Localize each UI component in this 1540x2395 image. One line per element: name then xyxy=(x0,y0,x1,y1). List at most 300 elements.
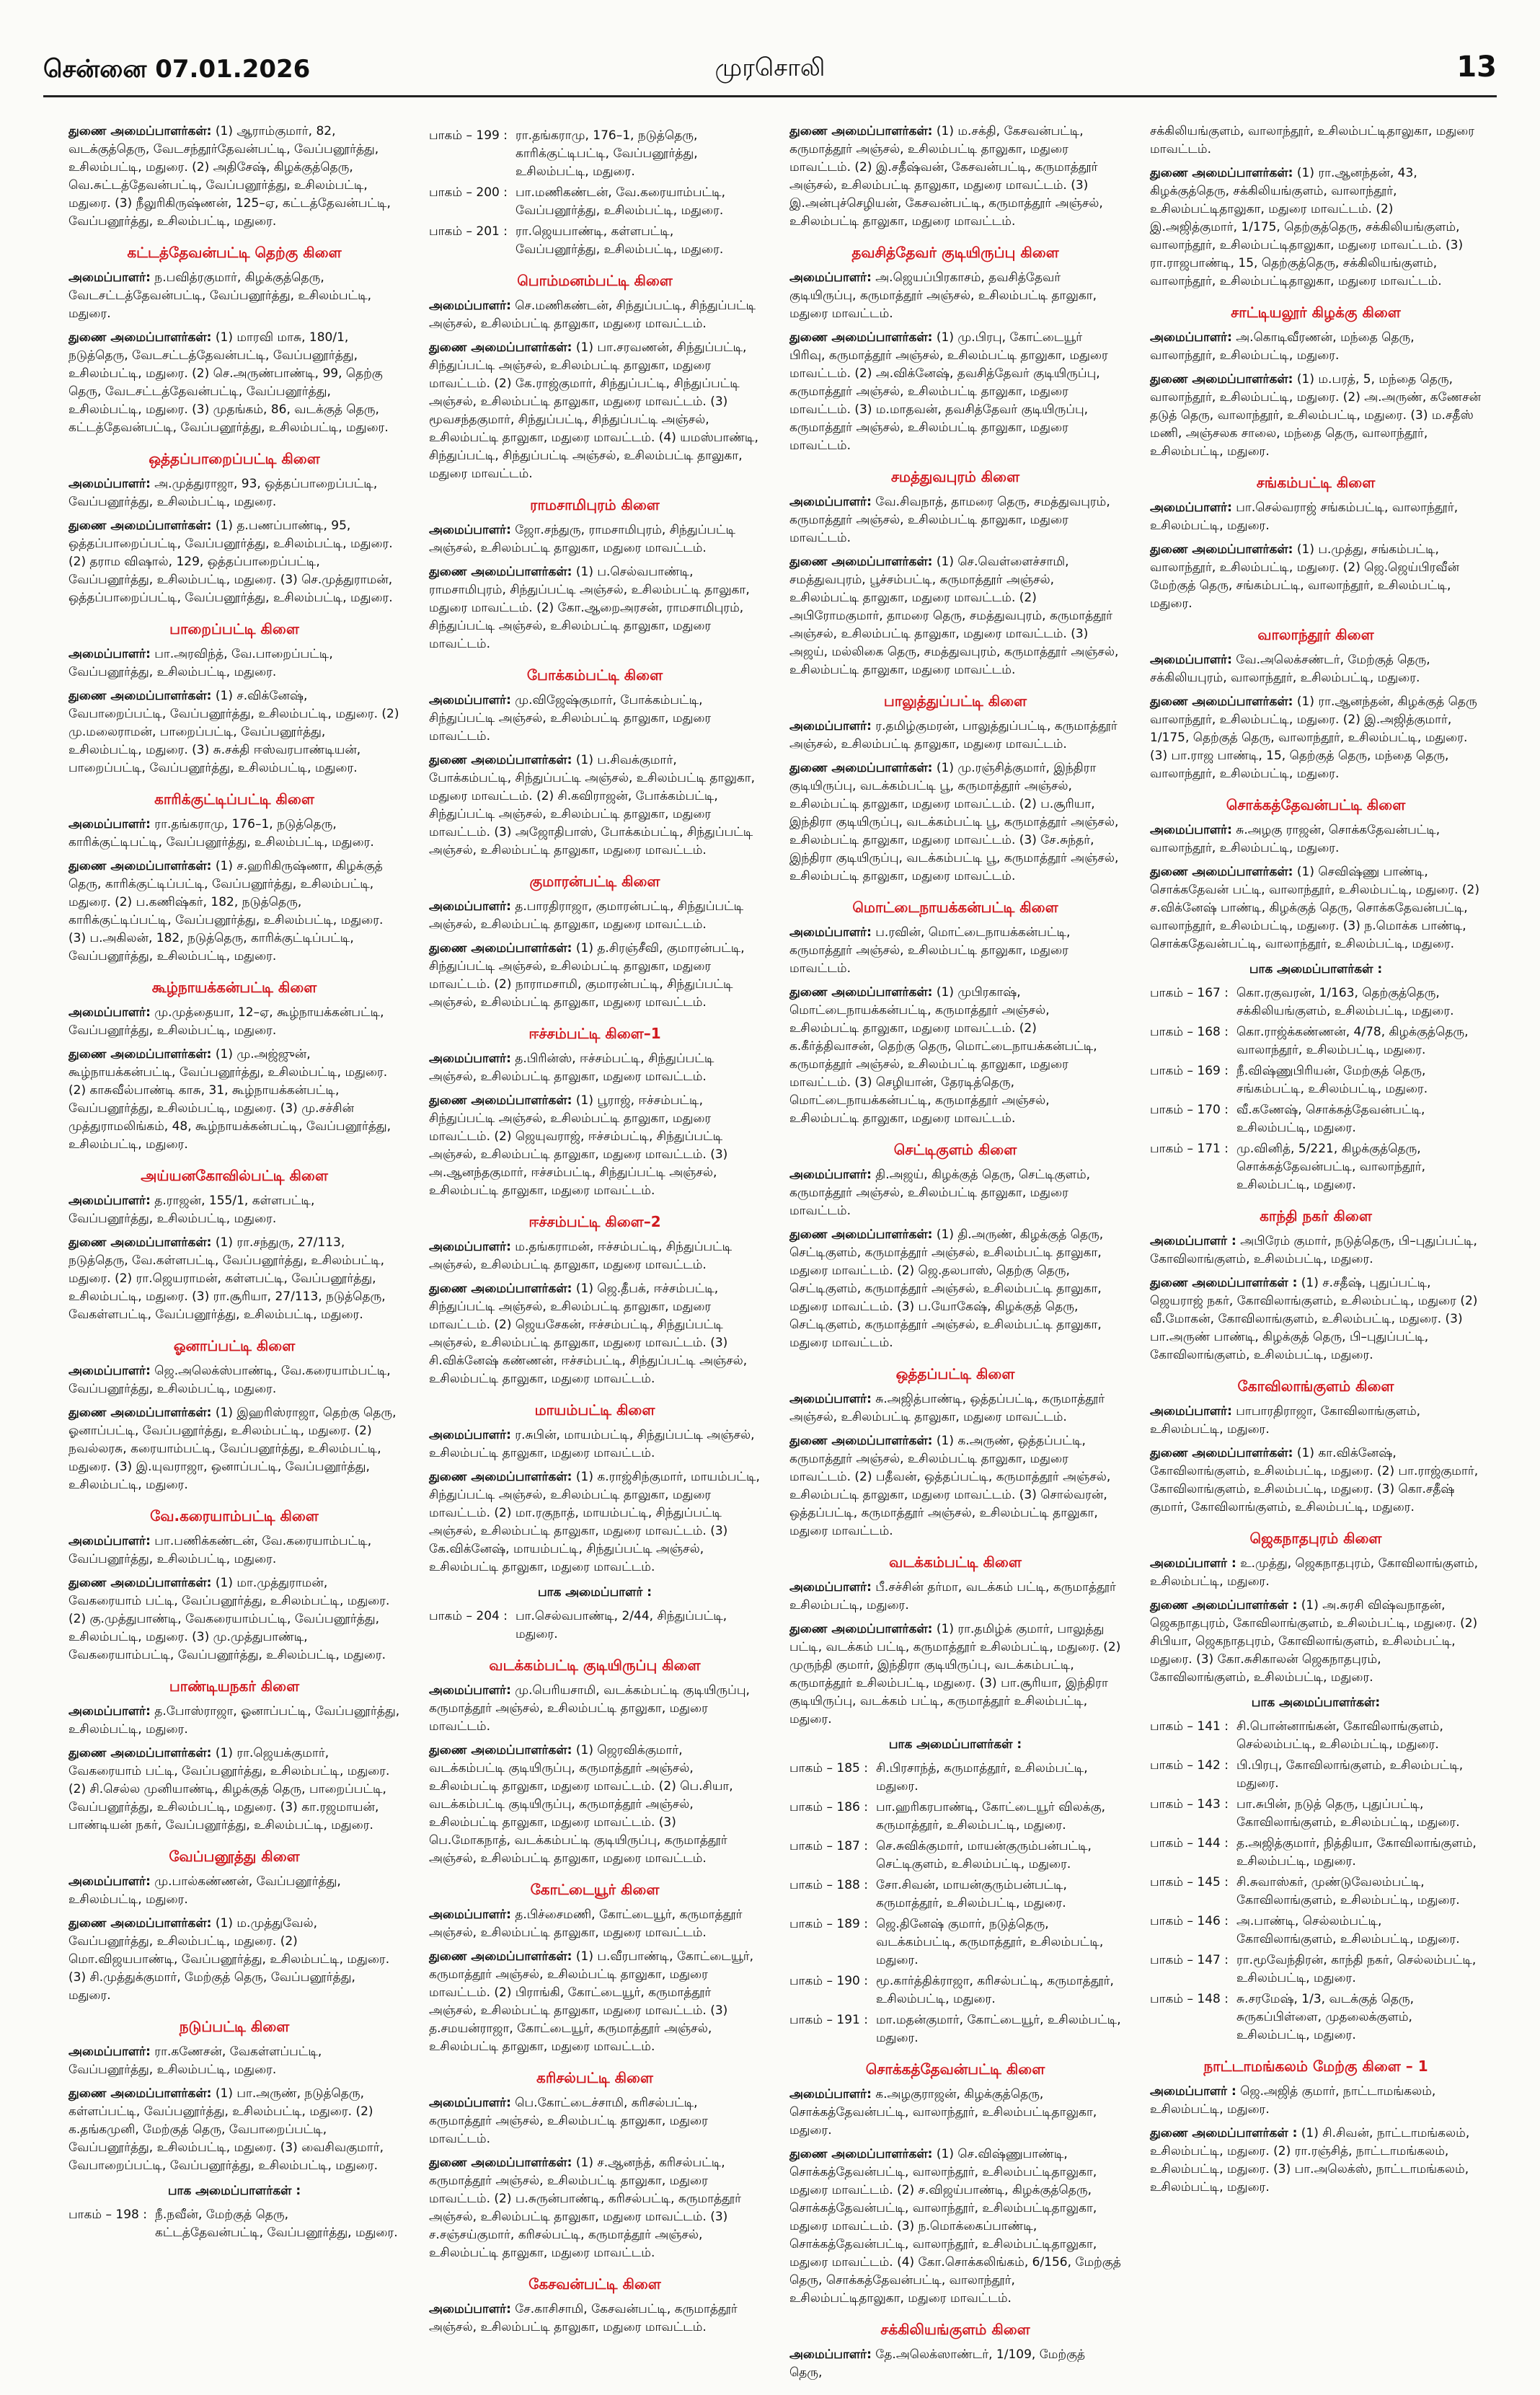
member-entry xyxy=(429,1948,761,2056)
booth-number: பாகம் – 189 : xyxy=(789,1917,868,1931)
branch-section xyxy=(429,873,761,1012)
booth-agent: பா.மணிகண்டன், வே.கரையாம்பட்டி, வேப்பனூர்த்து, உசிலம்பட்டி, மதுரை. xyxy=(515,185,725,218)
member-entry xyxy=(68,2043,400,2079)
role-label: துணை அமைப்பாளர்கள்: xyxy=(429,1949,572,1964)
booth-number: பாகம் – 141 : xyxy=(1150,1719,1229,1734)
role-label: அமைப்பாளர்: xyxy=(429,899,511,914)
role-label: அமைப்பாளர்: xyxy=(789,925,872,940)
member-details: (1) ப.முத்து, சங்கம்பட்டி, வாலாந்தூர், உசிலம்பட்டி, மதுரை. (2) ஜெ.ஜெய்பிரவீன் மேற்குத் தெரு, சங்கம்பட்டி, வாலாந்தூர், உசிலம்பட்டி, மதுரை. xyxy=(1150,542,1460,611)
member-entry xyxy=(429,297,761,333)
member-details: (1) ரா.சந்துரு, 27/113, நடுத்தெரு, வே.கள்ளபட்டி, வேப்பனூர்த்து, உசிலம்பட்டி, மதுரை. (2) ரா.ஜெயராமன், கள்ளபட்டி, வேப்பனூர்த்து, உசிலம்பட்டி, மதுரை. (3) ரா.சூரியா, 27/113, நடுத்தெரு, வேகள்ளபட்டி, வேப்பனூர்த்து, உசிலம்பட்டி, மதுரை. xyxy=(68,1235,386,1322)
member-entry xyxy=(789,984,1121,1128)
booth-row xyxy=(1150,1757,1482,1793)
role-label: அமைப்பாளர்: xyxy=(429,299,511,313)
role-label: துணை அமைப்பாளர்கள்: xyxy=(68,330,212,345)
branch-section xyxy=(789,2060,1121,2308)
role-label: அமைப்பாளர்: xyxy=(68,647,151,661)
role-label: அமைப்பாளர்: xyxy=(1150,653,1232,667)
member-entry xyxy=(429,1742,761,1868)
booth-number: பாகம் – 186 : xyxy=(789,1800,868,1814)
member-details: ரா.கணேசன், வேகள்ளப்பட்டி, வேப்பனூர்த்து, உசிலம்பட்டி, மதுரை. xyxy=(68,2045,322,2077)
member-details: ர.தமிழ்குமரன், பாலுத்துப்பட்டி, கருமாத்தூர் அஞ்சல், உசிலம்பட்டி தாலுகா, மதுரை மாவட்டம். xyxy=(789,719,1118,751)
member-details: அ.கொடிவீரணன், மந்தை தெரு, வாலாந்தூர், உசிலம்பட்டி, மதுரை. xyxy=(1150,330,1415,363)
member-details: (1) மாரவி மாசு, 180/1, நடுத்தெரு, வேடசட்டத்தேவன்பட்டி, வேப்பனூர்த்து, உசிலம்பட்டி, மதுரை. (2) செ.அருண்பாண்டி, 99, தெற்கு தெரு, வேடசட்டத்தேவன்பட்டி, வேப்பனூர்த்து, உசிலம்பட்டி, மதுரை. (3) முதங்கம், 86, வடக்குத் தெரு, கட்டத்தேவன்பட்டி, வேப்பனூர்த்து, உசிலம்பட்டி, மதுரை. xyxy=(68,330,389,435)
booth-agent: சு.சரமேஷ், 1/3, வடக்குத் தெரு, சுருகப்பிள்ளை, முதலைக்குளம், உசிலம்பட்டி, மதுரை. xyxy=(1236,1992,1415,2042)
booth-number: பாகம் – 145 : xyxy=(1150,1875,1229,1889)
role-label: துணை அமைப்பாளர்கள்: xyxy=(789,1622,933,1636)
role-label: அமைப்பாளர்: xyxy=(68,1704,151,1719)
booth-agent: செ.சுவிக்குமார், மாயன்குரும்பன்பட்டி, செட்டிகுளம், உசிலம்பட்டி, மதுரை. xyxy=(876,1839,1092,1871)
booth-row xyxy=(789,1972,1121,2008)
booth-agent: ஜெ.தினேஷ் குமார், நடுத்தெரு, வடக்கம்பட்டி, கருமாத்தூர், உசிலம்பட்டி, மதுரை. xyxy=(876,1917,1104,1967)
member-entry xyxy=(68,475,400,511)
booth-row xyxy=(1150,1835,1482,1871)
branch-section xyxy=(789,692,1121,886)
branch-section xyxy=(68,790,400,966)
role-label: அமைப்பாளர்: xyxy=(789,2087,872,2101)
role-label: அமைப்பாளர்: xyxy=(68,477,151,491)
role-label: அமைப்பாளர்: xyxy=(429,1683,511,1698)
booth-number: பாகம் – 191 : xyxy=(789,2013,868,2027)
role-label: துணை அமைப்பாளர்கள்: xyxy=(429,340,572,355)
branch-title: ஈச்சம்பட்டி கிளை–1 xyxy=(528,1025,661,1042)
member-entry xyxy=(789,1620,1121,1729)
member-details: மு.பெரியசாமி, வடக்கம்பட்டி குடியிருப்பு, கருமாத்தூர் அஞ்சல், உசிலம்பட்டி தாலுகா, மதுரை மாவட்டம். xyxy=(429,1683,750,1734)
member-entry xyxy=(1150,821,1482,857)
member-entry xyxy=(68,1915,400,2005)
member-entry xyxy=(789,759,1121,886)
booth-heading: பாக அமைப்பாளர்கள் : xyxy=(888,1737,1022,1752)
member-entry xyxy=(789,2145,1121,2308)
booth-number: பாகம் – 148 : xyxy=(1150,1992,1229,2006)
member-details: வே.சிவநாத், தாமரை தெரு, சமத்துவபுரம், கருமாத்தூர் அஞ்சல், உசிலம்பட்டி தாலுகா, மதுரை மாவட்டம். xyxy=(789,495,1110,545)
member-details: ரா.தங்கராமு, 176–1, நடுத்தெரு, காரிக்குட்டிபட்டி, வேப்பனூர்த்து, உசிலம்பட்டி, மதுரை. xyxy=(68,817,374,850)
member-entry xyxy=(789,924,1121,978)
member-entry xyxy=(1150,2125,1482,2197)
role-label: அமைப்பாளர்: xyxy=(429,2096,511,2110)
branch-section xyxy=(789,468,1121,679)
branch-title: கரிசல்பட்டி கிளை xyxy=(536,2069,653,2086)
role-label: அமைப்பாளர்: xyxy=(1150,500,1232,515)
role-label: துணை அமைப்பாளர்கள்: xyxy=(789,330,933,345)
member-details: ம.தங்கராமன், ஈச்சம்பட்டி, சிந்துப்பட்டி அஞ்சல், உசிலம்பட்டி தாலுகா, மதுரை மாவட்டம். xyxy=(429,1240,733,1272)
branch-section xyxy=(1150,796,1482,1194)
member-entry xyxy=(1150,693,1482,783)
role-label: துணை அமைப்பாளர்கள் : xyxy=(1150,1276,1298,1290)
role-label: அமைப்பாளர்: xyxy=(68,817,151,832)
branch-title: கேசவன்பட்டி கிளை xyxy=(528,2275,661,2293)
booth-heading: பாக அமைப்பாளர்கள்: xyxy=(1251,1695,1381,1710)
branch-title: ஓனாப்பட்டி கிளை xyxy=(173,1337,296,1354)
newspaper-name: முரசொலி xyxy=(714,53,826,82)
branch-section xyxy=(429,1213,761,1388)
booth-number: பாகம் – 146 : xyxy=(1150,1914,1229,1928)
member-entry xyxy=(789,493,1121,547)
member-details: த.ராஜன், 155/1, கள்ளபட்டி, வேப்பனூர்த்து, உசிலம்பட்டி, மதுரை. xyxy=(68,1194,315,1226)
member-entry xyxy=(68,1004,400,1040)
member-details: (1) அ.சுரசி விஷ்வநாதன், ஜெகநாதபுரம், கோவிலாங்குளம், உசிலம்பட்டி, மதுரை. (2) சிபியா, ஜெகநாதபுரம், கோவிலாங்குளம், உசிலம்பட்டி, மதுரை. (3) கோ.சுசிகாலன் ஜெகநாதபுரம், கோவிலாங்குளம், உசிலம்பட்டி, மதுரை. xyxy=(1150,1598,1478,1685)
booth-row xyxy=(429,184,761,220)
member-entry xyxy=(429,1906,761,1942)
branch-title: போக்கம்பட்டி கிளை xyxy=(526,666,663,684)
booth-agent: ரா.மூவேந்திரன், காந்தி நகர், செல்லம்பட்டி, உசிலம்பட்டி, மதுரை. xyxy=(1236,1953,1477,1985)
booth-row xyxy=(789,1799,1121,1835)
member-entry xyxy=(68,2085,400,2175)
branch-section xyxy=(789,1365,1121,1540)
member-entry xyxy=(68,269,400,323)
branch-title: ஜெகநாதபுரம் கிளை xyxy=(1249,1530,1382,1547)
role-label: அமைப்பாளர் : xyxy=(1150,1556,1236,1571)
branch-title: பொம்மனம்பட்டி கிளை xyxy=(517,272,673,289)
booth-row xyxy=(1150,1990,1482,2045)
role-label: அமைப்பாளர்: xyxy=(789,1168,872,1182)
booth-row xyxy=(789,1838,1121,1874)
member-details: சு.அஜித்பாண்டி, ஒத்தப்பட்டி, கருமாத்தூர் அஞ்சல், உசிலம்பட்டி தாலுகா, மதுரை மாவட்டம். xyxy=(789,1392,1105,1424)
role-label: துணை அமைப்பாளர்கள்: xyxy=(429,941,572,956)
branch-section xyxy=(789,1141,1121,1352)
member-details: மு.முத்தையா, 12–ஏ, கூழ்நாயக்கன்பட்டி, வேப்பனூர்த்து, உசிலம்பட்டி, மதுரை. xyxy=(68,1005,384,1038)
branch-section xyxy=(68,244,400,437)
booth-number: பாகம் – 143 : xyxy=(1150,1797,1229,1812)
booth-number: பாகம் – 171 : xyxy=(1150,1142,1229,1156)
member-details: த.பிரின்ஸ், ஈச்சம்பட்டி, சிந்துப்பட்டி அஞ்சல், உசிலம்பட்டி தாலுகா, மதுரை மாவட்டம். xyxy=(429,1051,714,1084)
branch-section xyxy=(68,979,400,1154)
column-2 xyxy=(429,123,761,2350)
member-details: (1) செவிஷ்ணு பாண்டி, சொக்கதேவன் பட்டி, வாலாந்தூர், உசிலம்பட்டி, மதுரை. (2) ச.விக்னேஷ் பாண்டி, கிழக்குத் தெரு, சொக்கதேவன்பட்டி, வாலாந்தூர், உசிலம்பட்டி, மதுரை. (3) ந.மொக்க பாண்டி, சொக்கதேவன்பட்டி, வாலாந்தூர், உசிலம்பட்டி, மதுரை. xyxy=(1150,865,1479,951)
member-details: (1) த.பணப்பாண்டி, 95, ஒத்தப்பாறைப்பட்டி, வேப்பனூர்த்து, உசிலம்பட்டி, மதுரை. (2) தராம விஷால், 129, ஒத்தப்பாறைப்பட்டி, வேப்பனூர்த்து, உசிலம்பட்டி, மதுரை. (3) செ.முத்துராமன், ஒத்தப்பாறைப்பட்டி, வேப்பனூர்த்து, உசிலம்பட்டி, மதுரை. xyxy=(68,519,393,605)
member-entry xyxy=(789,269,1121,323)
role-label: துணை அமைப்பாளர்கள்: xyxy=(789,124,933,138)
member-entry xyxy=(1150,371,1482,461)
member-entry xyxy=(68,1046,400,1154)
page-number: 13 xyxy=(1456,50,1497,84)
role-label: துணை அமைப்பாளர்கள்: xyxy=(68,859,212,873)
booth-list xyxy=(1150,961,1482,1194)
member-details: உ.முத்து, ஜெகநாதபுரம், கோவிலாங்குளம், உசிலம்பட்டி, மதுரை. xyxy=(1150,1556,1479,1589)
member-details: (1) ப.செல்வபாண்டி, ராமசாமிபுரம், சிந்துப்பட்டி அஞ்சல், உசிலம்பட்டி தாலுகா, மதுரை மாவட்டம். (2) கோ.ஆறைஅரசன், ராமசாமிபுரம், சிந்துப்பட்டி அஞ்சல், உசிலம்பட்டி தாலுகா, மதுரை மாவட்டம். xyxy=(429,565,750,651)
member-entry xyxy=(68,1404,400,1494)
role-label: துணை அமைப்பாளர்கள்: xyxy=(1150,694,1293,709)
member-entry xyxy=(1150,1555,1482,1591)
role-label: அமைப்பாளர்: xyxy=(68,1005,151,1020)
member-entry xyxy=(789,329,1121,455)
branch-title: ஒத்தப்பட்டி கிளை xyxy=(895,1365,1015,1382)
booth-list xyxy=(429,127,761,259)
role-label: துணை அமைப்பாளர்கள்: xyxy=(789,2147,933,2161)
booth-row xyxy=(1150,1874,1482,1910)
member-details: (1) பா.அருண், நடுத்தெரு, கள்ளப்பட்டி, வேப்பனூர்த்து, உசிலம்பட்டி, மதுரை. (2) க.தங்கமுனி, மேற்குத் தெரு, வேபாறைப்பட்டி, வேப்பனூர்த்து, உசிலம்பட்டி, மதுரை. (3) வைசிவகுமார், வேபாறைப்பட்டி, வேப்பனூர்த்து, உசிலம்பட்டி, மதுரை. xyxy=(68,2086,384,2173)
member-entry xyxy=(789,2346,1121,2382)
member-entry xyxy=(1150,1232,1482,1269)
member-details: (1) ரா.ஆனந்தன், கிழக்குத் தெரு வாலாந்தூர், உசிலம்பட்டி, மதுரை. (2) இ.அஜித்குமார், 1/175, தெற்குத் தெரு, வாலாந்தூர், உசிலம்பட்டி, மதுரை. (3) பா.ராஜ பாண்டி, 15, தெற்குத் தெரு, மந்தை தெரு, வாலாந்தூர், உசிலம்பட்டி, மதுரை. xyxy=(1150,694,1477,781)
booth-number: பாகம் – 142 : xyxy=(1150,1758,1229,1773)
branch-section xyxy=(429,127,761,259)
branch-title: அய்யனகோவில்பட்டி கிளை xyxy=(141,1167,328,1184)
role-label: துணை அமைப்பாளர்கள்: xyxy=(68,519,212,533)
role-label: துணை அமைப்பாளர்கள்: xyxy=(68,1576,212,1590)
role-label: துணை அமைப்பாளர்கள்: xyxy=(429,1093,572,1108)
member-details: ந.பவித்ரகுமார், கிழக்குத்தெரு, வேடசட்டத்தேவன்பட்டி, வேப்பனூர்த்து, உசிலம்பட்டி, மதுரை. xyxy=(68,270,372,321)
role-label: துணை அமைப்பாளர்கள் : xyxy=(1150,1598,1298,1613)
member-details: (1) பா.சரவணன், சிந்துப்பட்டி, சிந்துப்பட்டி அஞ்சல், உசிலம்பட்டி தாலுகா, மதுரை மாவட்டம். (2) கே.ராஜ்குமார், சிந்துப்பட்டி, சிந்துப்பட்டி அஞ்சல், உசிலம்பட்டி தாலுகா, மதுரை மாவட்டம். (3) மூவசந்தகுமார், சிந்துப்பட்டி, சிந்துப்பட்டி அஞ்சல், உசிலம்பட்டி தாலுகா, மதுரை மாவட்டம். (4) யமஸ்பாண்டி, சிந்துப்பட்டி, சிந்துப்பட்டி அஞ்சல், உசிலம்பட்டி தாலுகா, மதுரை மாவட்டம். xyxy=(429,340,758,481)
branch-section xyxy=(1150,1377,1482,1517)
booth-agent: பா.சுபின், நடுத் தெரு, புதுப்பட்டி, கோவிலாங்குளம், உசிலம்பட்டி, மதுரை. xyxy=(1236,1797,1460,1830)
booth-number: பாகம் – 198 : xyxy=(68,2207,147,2222)
booth-agent: சி.பிரசாந்த், கருமாத்தூர், உசிலம்பட்டி, மதுரை. xyxy=(876,1761,1088,1794)
branch-section xyxy=(429,1881,761,2056)
member-entry xyxy=(429,1280,761,1388)
role-label: அமைப்பாளர்: xyxy=(789,270,872,285)
member-entry xyxy=(68,816,400,852)
branch-section xyxy=(1150,1207,1482,1364)
branch-section xyxy=(68,1848,400,2005)
member-entry xyxy=(68,1234,400,1324)
branch-section xyxy=(68,1167,400,1324)
role-label: அமைப்பாளர்: xyxy=(429,1428,511,1442)
member-details: (1) கா.விக்னேஷ், கோவிலாங்குளம், உசிலம்பட்டி, மதுரை. (2) பா.ராஜ்குமார், கோவிலாங்குளம், உசிலம்பட்டி, மதுரை. (3) கொ.சதீஷ் குமார், கோவிலாங்குளம், உசிலம்பட்டி, மதுரை. xyxy=(1150,1446,1479,1514)
member-details: ப.ரவின், மொட்டைநாயக்கன்பட்டி, கருமாத்தூர் அஞ்சல், உசிலம்பட்டி தாலுகா, மதுரை மாவட்டம். xyxy=(789,925,1071,976)
member-entry xyxy=(429,940,761,1012)
member-entry xyxy=(68,517,400,607)
booth-row xyxy=(1150,1023,1482,1059)
role-label: துணை அமைப்பாளர்கள்: xyxy=(68,1406,212,1420)
branch-title: சாட்டியலூர் கிழக்கு கிளை xyxy=(1231,304,1401,321)
role-label: அமைப்பாளர்: xyxy=(1150,1404,1232,1419)
member-details: (1) மு.அஜ்ஜுன், கூழ்நாயக்கன்பட்டி, வேப்பனூர்த்து, உசிலம்பட்டி, மதுரை. (2) காசுவீல்பாண்டி காசு, 31, கூழ்நாயக்கன்பட்டி, வேப்பனூர்த்து, உசிலம்பட்டி, மதுரை. (3) மு.சச்சின் முத்துராமலிங்கம், 48, கூழ்நாயக்கன்பட்டி, வேப்பனூர்த்து, உசிலம்பட்டி, மதுரை. xyxy=(68,1047,391,1152)
member-entry xyxy=(429,898,761,934)
member-entry xyxy=(789,1166,1121,1220)
role-label: துணை அமைப்பாளர்கள்: xyxy=(1150,372,1293,387)
booth-agent: அ.பாண்டி, செல்லம்பட்டி, கோவிலாங்குளம், உசிலம்பட்டி, மதுரை. xyxy=(1236,1914,1460,1946)
role-label: துணை அமைப்பாளர்கள்: xyxy=(429,2156,572,2170)
booth-number: பாகம் – 199 : xyxy=(429,128,508,143)
branch-title: காந்தி நகர் கிளை xyxy=(1260,1207,1372,1225)
booth-number: பாகம் – 204 : xyxy=(429,1609,508,1623)
member-details: (1) செ.விஷ்ணுபாண்டி, சொக்கத்தேவன்பட்டி, வாலாந்தூர், உசிலம்பட்டிதாலுகா, மதுரை மாவட்டம். (2) ச.விஜய்பாண்டி, கிழக்குத்தெரு, சொக்கத்தேவன்பட்டி, வாலாந்தூர், உசிலம்பட்டிதாலுகா, மதுரை மாவட்டம். (3) ந.மொக்கைப்பாண்டி, சொக்கத்தேவன்பட்டி, வாலாந்தூர், உசிலம்பட்டிதாலுகா, மதுரை மாவட்டம். (4) கோ.சொக்கலிங்கம், 6/156, மேற்குத் தெரு, சொக்கத்தேவன்பட்டி, வாலாந்தூர், உசிலம்பட்டிதாலுகா, மதுரை மாவட்டம். xyxy=(789,2147,1121,2306)
member-entry xyxy=(429,2094,761,2148)
member-details: பா.பணிக்கண்டன், வே.கரையாம்பட்டி, வேப்பனூர்த்து, உசிலம்பட்டி, மதுரை. xyxy=(68,1534,372,1566)
booth-agent: ரா.தங்கராமு, 176–1, நடுத்தெரு, காரிக்குட்டிபட்டி, வேப்பனூர்த்து, உசிலம்பட்டி, மதுரை. xyxy=(515,128,698,179)
booth-list xyxy=(1150,1694,1482,2045)
member-details: (1) செ.வெள்ளைச்சாமி, சமத்துவபுரம், பூச்சம்பட்டி, கருமாத்தூர் அஞ்சல், உசிலம்பட்டி தாலுகா, மதுரை மாவட்டம். (2) அபிரோமகுமார், தாமரை தெரு, சமத்துவபுரம், கருமாத்தூர் அஞ்சல், உசிலம்பட்டி தாலுகா, மதுரை மாவட்டம். (3) அஜய், மல்லிகை தெரு, சமத்துவபுரம், கருமாத்தூர் அஞ்சல், உசிலம்பட்டி தாலுகா, மதுரை மாவட்டம். xyxy=(789,555,1119,677)
branch-section xyxy=(1150,626,1482,783)
member-entry xyxy=(68,1873,400,1909)
booth-number: பாகம் – 200 : xyxy=(429,185,508,200)
member-entry xyxy=(429,2301,761,2337)
role-label: துணை அமைப்பாளர்கள்: xyxy=(429,1470,572,1484)
member-entry xyxy=(68,1362,400,1398)
member-entry xyxy=(789,2086,1121,2140)
branch-title: ஒத்தப்பாறைப்பட்டி கிளை xyxy=(149,450,320,467)
branch-section xyxy=(68,1677,400,1835)
member-details: தே.அலெக்ஸாண்டர், 1/109, மேற்குத் தெரு, xyxy=(789,2347,1086,2380)
member-entry xyxy=(1150,123,1482,159)
booth-number: பாகம் – 169 : xyxy=(1150,1064,1229,1078)
branch-title: கோட்டையூர் கிளை xyxy=(530,1881,660,1898)
member-entry xyxy=(789,1432,1121,1540)
member-details: (1) முபிரகாஷ், மொட்டைநாயக்கன்பட்டி, கருமாத்தூர் அஞ்சல், உசிலம்பட்டி தாலுகா, மதுரை மாவட்டம். (2) க.கீர்த்திவாசன், தெற்கு தெரு, மொட்டைநாயக்கன்பட்டி, கருமாத்தூர் அஞ்சல், உசிலம்பட்டி தாலுகா, மதுரை மாவட்டம். (3) செழியான், தேரடித்தெரு, மொட்டைநாயக்கன்பட்டி, கருமாத்தூர் அஞ்சல், உசிலம்பட்டி தாலுகா, மதுரை மாவட்டம். xyxy=(789,985,1097,1126)
role-label: துணை அமைப்பாளர்கள்: xyxy=(789,555,933,569)
role-label: அமைப்பாளர்: xyxy=(68,1194,151,1208)
role-label: அமைப்பாளர்: xyxy=(789,1392,872,1406)
branch-section xyxy=(429,2275,761,2337)
booth-heading: பாக அமைப்பாளர் : xyxy=(537,1585,652,1600)
booth-number: பாகம் – 168 : xyxy=(1150,1025,1229,1039)
role-label: துணை அமைப்பாளர்கள்: xyxy=(68,689,212,703)
branch-title: மாயம்பட்டி கிளை xyxy=(534,1401,655,1419)
member-details: அ.ஜெயப்பிரகாசம், தவசித்தேவர் குடியிருப்பு, கருமாத்தூர் அஞ்சல், உசிலம்பட்டி தாலுகா, மதுரை மாவட்டம். xyxy=(789,270,1097,321)
branch-title: ஈச்சம்பட்டி கிளை–2 xyxy=(528,1213,661,1230)
member-details: (1) க.ராஜ்சிந்குமார், மாயம்பட்டி, சிந்துப்பட்டி அஞ்சல், உசிலம்பட்டி தாலுகா, மதுரை மாவட்டம். (2) மா.ரகுநாத், மாயம்பட்டி, சிந்துப்பட்டி அஞ்சல், உசிலம்பட்டி தாலுகா, மதுரை மாவட்டம். (3) கே.விக்னேஷ், மாயம்பட்டி, சிந்துப்பட்டி அஞ்சல், உசிலம்பட்டி தாலுகா, மதுரை மாவட்டம். xyxy=(429,1470,760,1574)
booth-agent: சோ.சிவன், மாயன்குரும்பன்பட்டி, கருமாத்தூர், உசிலம்பட்டி, மதுரை. xyxy=(876,1878,1067,1910)
member-details: செ.மணிகண்டன், சிந்துப்பட்டி, சிந்துப்பட்டி அஞ்சல், உசிலம்பட்டி தாலுகா, மதுரை மாவட்டம். xyxy=(429,299,756,331)
role-label: அமைப்பாளர்: xyxy=(429,693,511,707)
role-label: அமைப்பாளர்: xyxy=(1150,330,1232,345)
member-details: (1) ஆராம்குமார், 82, வடக்குத்தெரு, வேடசந்தூர்தேவன்பட்டி, வேப்பனூர்த்து, உசிலம்பட்டி, மதுரை. (2) அதிசேஷ், கிழக்குத்தெரு, வெ.சுட்டத்தேவன்பட்டி, வேப்பனூர்த்து, உசிலம்பட்டி, மதுரை. (3) நீலுரிகிருஷ்ணன், 125–ஏ, கட்டத்தேவன்பட்டி, வேப்பனூர்த்து, உசிலம்பட்டி, மதுரை. xyxy=(68,124,391,229)
member-details: பீ.சச்சின் தர்மா, வடக்கம் பட்டி, கருமாத்தூர் உசிலம்பட்டி, மதுரை. xyxy=(789,1580,1116,1613)
booth-row xyxy=(68,2206,400,2242)
branch-section xyxy=(429,1657,761,1868)
branch-title: நாட்டாமங்கலம் மேற்கு கிளை – 1 xyxy=(1203,2057,1428,2075)
role-label: துணை அமைப்பாளர்கள்: xyxy=(429,565,572,579)
member-entry xyxy=(1150,863,1482,953)
member-details: (1) ரா.ஜெயக்குமார், வேகரையாம் பட்டி, வேப்பனூர்த்து, உசிலம்பட்டி, மதுரை. (2) சி.செல்ல முனியாண்டி, கிழக்குத் தெரு, பாறைப்பட்டி, வேப்பனூர்த்து, உசிலம்பட்டி, மதுரை. (3) கா.ரஜமாயன், பாண்டியன் நகர், வேப்பனூர்த்து, உசிலம்பட்டி, மதுரை. xyxy=(68,1746,390,1832)
role-label: அமைப்பாளர்: xyxy=(789,719,872,733)
member-entry xyxy=(1150,651,1482,687)
booth-heading: பாக அமைப்பாளர்கள் : xyxy=(167,2184,301,2198)
role-label: அமைப்பாளர் : xyxy=(1150,2084,1236,2099)
role-label: அமைப்பாளர்: xyxy=(68,1534,151,1548)
member-entry xyxy=(68,857,400,966)
branch-title: பாண்டியநகர் கிளை xyxy=(169,1677,300,1695)
booth-agent: மூ.கார்த்திக்ராஜா, கரிசல்பட்டி, கருமாத்தூர், உசிலம்பட்டி, மதுரை. xyxy=(876,1974,1114,2006)
booth-agent: நீ.விஷ்ணுபிரியன், மேற்குத் தெரு, சங்கம்பட்டி, உசிலம்பட்டி, மதுரை. xyxy=(1236,1064,1428,1096)
member-details: (1) ஜெ.தீபக், ஈச்சம்பட்டி, சிந்துப்பட்டி அஞ்சல், உசிலம்பட்டி தாலுகா, மதுரை மாவட்டம். (2) ஜெயசேகன், ஈச்சம்பட்டி, சிந்துப்பட்டி அஞ்சல், உசிலம்பட்டி தாலுகா, மதுரை மாவட்டம். (3) சி.விக்னேஷ் கண்ணன், ஈச்சம்பட்டி, சிந்துப்பட்டி அஞ்சல், உசிலம்பட்டி தாலுகா, மதுரை மாவட்டம். xyxy=(429,1282,748,1386)
role-label: துணை அமைப்பாளர்கள்: xyxy=(68,1047,212,1062)
member-entry xyxy=(789,1390,1121,1426)
role-label: அமைப்பாளர்: xyxy=(429,523,511,537)
branch-section xyxy=(789,1553,1121,2047)
member-entry xyxy=(1150,1597,1482,1687)
role-label: அமைப்பாளர்: xyxy=(68,1364,151,1378)
member-details: ஜெ.அலெக்ஸ்பாண்டி, வே.கரையாம்பட்டி, வேப்பனூர்த்து, உசிலம்பட்டி, மதுரை. xyxy=(68,1364,391,1396)
role-label: துணை அமைப்பாளர்கள்: xyxy=(68,124,212,138)
member-details: (1) பூராஜ், ஈச்சம்பட்டி, சிந்துப்பட்டி அஞ்சல், உசிலம்பட்டி தாலுகா, மதுரை மாவட்டம். (2) ஜெயுவராஜ், ஈச்சம்பட்டி, சிந்துப்பட்டி அஞ்சல், உசிலம்பட்டி தாலுகா, மதுரை மாவட்டம். (3) அ.ஆனந்தகுமார், ஈச்சம்பட்டி, சிந்துப்பட்டி அஞ்சல், உசிலம்பட்டி தாலுகா, மதுரை மாவட்டம். xyxy=(429,1093,728,1198)
masthead xyxy=(43,50,1497,101)
member-entry xyxy=(429,1468,761,1576)
branch-section xyxy=(429,496,761,653)
member-entry xyxy=(1150,1403,1482,1439)
booth-list xyxy=(429,1584,761,1644)
branch-title: வே.கரையாம்பட்டி கிளை xyxy=(150,1507,319,1525)
member-details: ஜெ.அஜித் குமார், நாட்டாமங்கலம், உசிலம்பட்டி, மதுரை. xyxy=(1150,2084,1436,2117)
branch-title: கூழ்நாயக்கன்பட்டி கிளை xyxy=(151,979,317,996)
member-entry xyxy=(429,521,761,557)
branch-section xyxy=(68,450,400,607)
role-label: துணை அமைப்பாளர்கள்: xyxy=(68,2086,212,2101)
branch-section xyxy=(68,2018,400,2242)
member-entry xyxy=(68,1532,400,1569)
role-label: துணை அமைப்பாளர்கள்: xyxy=(68,1746,212,1760)
role-label: துணை அமைப்பாளர்கள்: xyxy=(789,1227,933,1242)
role-label: துணை அமைப்பாளர்கள்: xyxy=(1150,166,1293,180)
branch-section xyxy=(789,2321,1121,2382)
booth-number: பாகம் – 185 : xyxy=(789,1761,868,1776)
member-details: (1) ம.பரத், 5, மந்தை தெரு, வாலாந்தூர், உசிலம்பட்டி, மதுரை. (2) அ.அருண், கணேசன் தடுத் தெரு, வாலாந்தூர், உசிலம்பட்டி, மதுரை. (3) ம.சதீஸ் மணி, அஞ்சலக சாலை, மந்தை தெரு, வாலாந்தூர், உசிலம்பட்டி, மதுரை. xyxy=(1150,372,1482,459)
member-entry xyxy=(789,123,1121,231)
member-details: த.பிச்சைமணி, கோட்டையூர், கருமாத்தூர் அஞ்சல், உசிலம்பட்டி தாலுகா, மதுரை மாவட்டம். xyxy=(429,1907,743,1940)
booth-row xyxy=(789,1760,1121,1796)
column-4 xyxy=(1150,123,1482,2210)
member-details: சே.காசிசாமி, கேசவன்பட்டி, கருமாத்தூர் அஞ்சல், உசிலம்பட்டி தாலுகா, மதுரை மாவட்டம். xyxy=(429,2302,738,2334)
booth-row xyxy=(1150,1913,1482,1949)
member-entry xyxy=(429,2154,761,2262)
role-label: அமைப்பாளர்: xyxy=(429,1240,511,1254)
member-details: (1) மா.முத்துராமன், வேகரையாம் பட்டி, வேப்பனூர்த்து, உசிலம்பட்டி, மதுரை. (2) கு.முத்துபாண்டி, வேகரையாம்பட்டி, வேப்பனூர்த்து, உசிலம்பட்டி, மதுரை. (3) மு.முத்துபாண்டி, வேகரையாம்பட்டி, வேப்பனூர்த்து, உசிலம்பட்டி, மதுரை. xyxy=(68,1576,390,1662)
branch-title: பாறைப்பட்டி கிளை xyxy=(169,620,299,638)
role-label: அமைப்பாளர்: xyxy=(429,1907,511,1922)
booth-number: பாகம் – 167 : xyxy=(1150,986,1229,1000)
branch-section xyxy=(789,123,1121,231)
branch-title: கட்டத்தேவன்பட்டி தெற்கு கிளை xyxy=(127,244,342,261)
branch-section xyxy=(1150,304,1482,461)
branch-section xyxy=(1150,2057,1482,2197)
member-details: த.போஸ்ராஜா, ஓனாப்பட்டி, வேப்பனூர்த்து, உசிலம்பட்டி, மதுரை. xyxy=(68,1704,400,1737)
member-details: (1) இஹரிஸ்ராஜா, தெற்கு தெரு, ஓனாப்பட்டி, வேப்பனூர்த்து, உசிலம்பட்டி, மதுரை. (2) நவல்லரசு, கரையாம்பட்டி, வேப்பனூர்த்து, உசிலம்பட்டி, மதுரை. (3) இ.யுவராஜா, ஒனாப்பட்டி, வேப்பனூர்த்து, உசிலம்பட்டி, மதுரை. xyxy=(68,1406,397,1492)
role-label: அமைப்பாளர்: xyxy=(1150,823,1232,837)
role-label: அமைப்பாளர்: xyxy=(789,495,872,509)
branch-title: சமத்துவபுரம் கிளை xyxy=(890,468,1020,485)
member-entry xyxy=(789,718,1121,754)
member-details: மு.பால்கண்ணன், வேப்பனூர்த்து, உசிலம்பட்டி, மதுரை. xyxy=(68,1874,341,1907)
role-label: துணை அமைப்பாளர்கள்: xyxy=(68,1916,212,1931)
booth-agent: மா.மதன்குமார், கோட்டையூர், உசிலம்பட்டி, மதுரை. xyxy=(876,2013,1121,2045)
branch-section xyxy=(1150,474,1482,613)
member-details: த.பாரதிராஜா, குமாரன்பட்டி, சிந்துப்பட்டி அஞ்சல், உசிலம்பட்டி தாலுகா, மதுரை மாவட்டம். xyxy=(429,899,744,932)
member-entry xyxy=(1150,499,1482,535)
member-entry xyxy=(429,751,761,860)
booth-agent: கொ.ராஜ்க்கண்ணன், 4/78, கிழக்குத்தெரு, வாலாந்தூர், உசிலம்பட்டி, மதுரை. xyxy=(1236,1025,1469,1057)
header-rule xyxy=(43,95,1497,97)
member-details: (1) ச.ஆனந்த், கரிசல்பட்டி, கருமாத்தூர் அஞ்சல், உசிலம்பட்டி தாலுகா, மதுரை மாவட்டம். (2) ப.சுருன்பாண்டி, கரிசல்பட்டி, கருமாத்தூர் அஞ்சல், உசிலம்பட்டி தாலுகா, மதுரை மாவட்டம். (3) ச.சஞ்சய்குமார், கரிசல்பட்டி, கருமாத்தூர் அஞ்சல், உசிலம்பட்டி தாலுகா, மதுரை மாவட்டம். xyxy=(429,2156,741,2260)
member-entry xyxy=(1150,1445,1482,1517)
booth-row xyxy=(1150,1951,1482,1988)
member-details: வே.அலெக்சண்டர், மேற்குத் தெரு, சக்கிலியபுரம், வாலாந்தூர், உசிலம்பட்டி, மதுரை. xyxy=(1150,653,1430,685)
branch-title: சொக்கத்தேவன்பட்டி கிளை xyxy=(865,2060,1045,2078)
booth-number: பாகம் – 144 : xyxy=(1150,1836,1229,1851)
branch-title: தவசித்தேவர் குடியிருப்பு கிளை xyxy=(851,244,1059,261)
booth-number: பாகம் – 170 : xyxy=(1150,1103,1229,1117)
role-label: துணை அமைப்பாளர்கள்: xyxy=(1150,1446,1293,1460)
branch-section xyxy=(1150,123,1482,291)
branch-title: பாலுத்துப்பட்டி கிளை xyxy=(883,692,1027,710)
role-label: அமைப்பாளர்: xyxy=(68,1874,151,1889)
member-entry xyxy=(68,1574,400,1664)
member-entry xyxy=(429,1050,761,1086)
member-entry xyxy=(789,553,1121,679)
booth-number: பாகம் – 187 : xyxy=(789,1839,868,1853)
branch-section xyxy=(789,244,1121,455)
member-details: (1) ரா.தமிழ்க் குமார், பாலுத்து பட்டி, வடக்கம் பட்டி, கருமாத்தூர் உசிலம்பட்டி, மதுரை. (2) முருந்தி குமார், இந்திரா குடியிருப்பு, வடக்கம்பட்டி, கருமாத்தூர் உசிலம்பட்டி, மதுரை. (3) பா.சூரியா, இந்திரா குடியிருப்பு, வடக்கம் பட்டி, கருமாத்தூர் உசிலம்பட்டி, மதுரை. xyxy=(789,1622,1121,1726)
booth-agent: கொ.ரகுவரன், 1/163, தெற்குத்தெரு, சக்கிலியங்குளம், உசிலம்பட்டி, மதுரை. xyxy=(1236,986,1454,1018)
member-entry xyxy=(68,645,400,682)
member-details: க.அழகுராஜன், கிழக்குத்தெரு, சொக்கத்தேவன்பட்டி, வாலாந்தூர், உசிலம்பட்டிதாலுகா, மதுரை. xyxy=(789,2087,1097,2138)
branch-title: வடக்கம்பட்டி குடியிருப்பு கிளை xyxy=(489,1657,701,1674)
member-entry xyxy=(789,1226,1121,1352)
member-details: (1) ம.சக்தி, கேசவன்பட்டி, கருமாத்தூர் அஞ்சல், உசிலம்பட்டி தாலுகா, மதுரை மாவட்டம். (2) இ.சதீஷ்வன், கேசவன்பட்டி, கருமாத்தூர் அஞ்சல், உசிலம்பட்டி தாலுகா, மதுரை மாவட்டம். (3) இ.அன்புச்செழியன், கேசவன்பட்டி, கருமாத்தூர் அஞ்சல், உசிலம்பட்டி தாலுகா, மதுரை மாவட்டம். xyxy=(789,124,1103,229)
branch-title: சொக்கத்தேவன்பட்டி கிளை xyxy=(1226,796,1406,813)
member-entry xyxy=(429,1238,761,1274)
